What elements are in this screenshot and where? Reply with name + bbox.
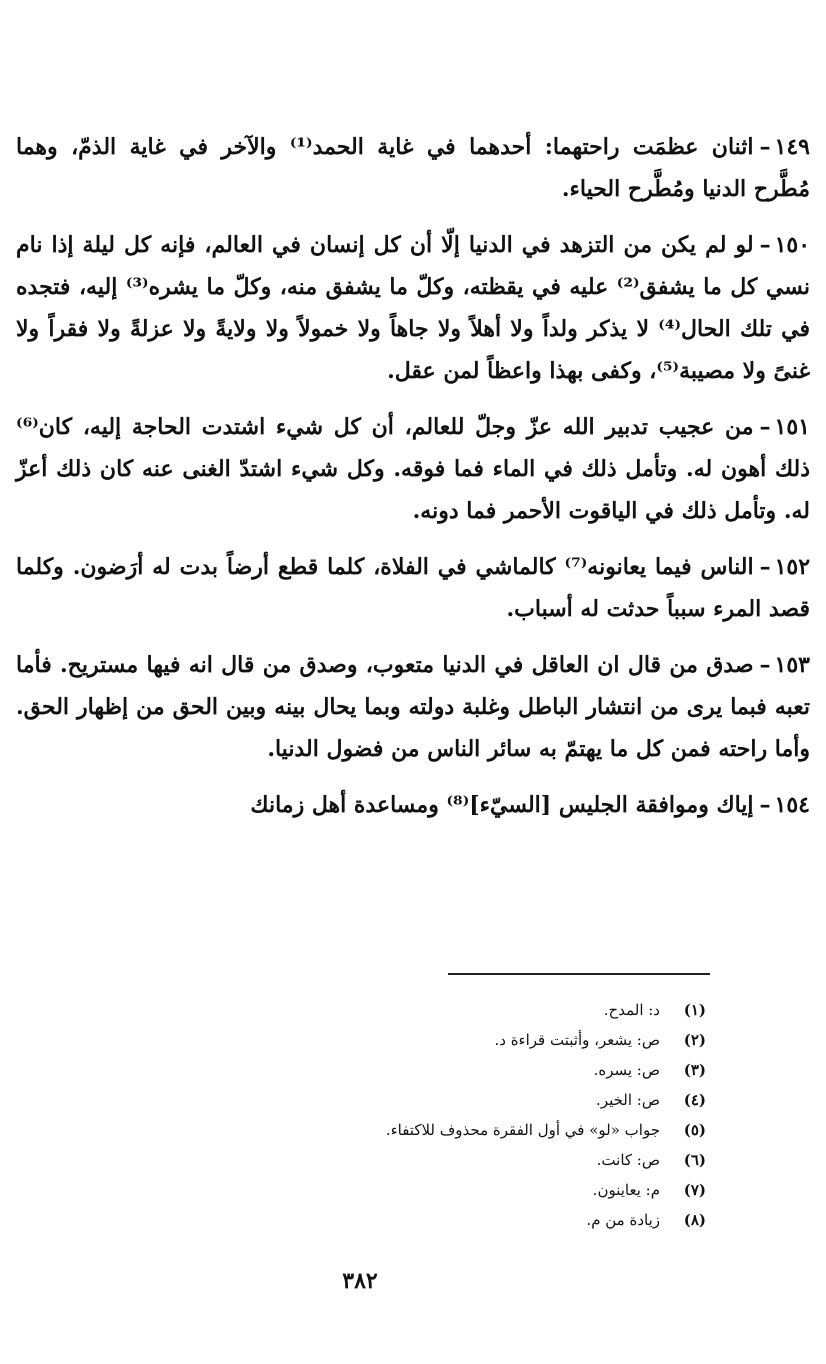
paragraph-text: من عجيب تدبير الله عزّ وجلّ للعالم، أن كل شيء اشتدت الحاجة إليه، كان⁽⁶⁾ ذلك أهون له. وتأمل ذلك في الماء فما فوقه. وكل شيء اشتدّ الغنى عنه كان ذلك أعزّ له. وتأمل ذلك في الياقوت الأحمر فما دونه. xyxy=(16,414,810,524)
paragraph-number: ١٥٤ xyxy=(774,792,810,818)
footnote-text: ص: يشعر، وأثبتت قراءة د. xyxy=(494,1031,660,1049)
paragraph-152: ١٥٢–الناس فيما يعانونه⁽⁷⁾ كالماشي في الفلاة، كلما قطع أرضاً بدت له أرَضون. وكلما قصد المرء سبباً حدثت له أسباب. xyxy=(16,554,811,622)
paragraph-text: إياك وموافقة الجليس [السيّء]⁽⁸⁾ ومساعدة أهل زمانك xyxy=(250,792,754,818)
paragraph-text: لو لم يكن من التزهد في الدنيا إلّا أن كل إنسان في العالم، فإنه كل ليلة إذا نام نسي كل ما يشفق⁽²⁾ عليه في يقظته، وكلّ ما يشفق منه، وكلّ ما يشره⁽³⁾ إليه، فتجده في تلك الحال⁽⁴⁾ لا يذكر ولداً ولا أهلاً ولا جاهاً ولا خمولاً ولا ولايةً ولا عزلةً ولا فقراً ولا غنىً ولا مصيبة⁽⁵⁾، وكفى بهذا واعظاً لمن عقل. xyxy=(16,232,810,384)
footnote-text: ص: الخير. xyxy=(596,1091,660,1109)
footnote-number: (٥) xyxy=(683,1121,706,1139)
footnote-text: ص: يسره. xyxy=(593,1061,660,1079)
paragraph-number: ١٥١ xyxy=(774,414,810,440)
footnotes xyxy=(146,995,706,1235)
paragraph-number: ١٥٣ xyxy=(774,652,810,678)
footnote-number: (٧) xyxy=(683,1181,706,1199)
footnote-1 xyxy=(146,995,706,1025)
footnote-text: زيادة من م. xyxy=(586,1211,660,1229)
paragraph-150: ١٥٠–لو لم يكن من التزهد في الدنيا إلّا أن كل إنسان في العالم، فإنه كل ليلة إذا نام نسي كل ما يشفق⁽²⁾ عليه في يقظته، وكلّ ما يشفق منه، وكلّ ما يشره⁽³⁾ إليه، فتجده في تلك الحال⁽⁴⁾ لا يذكر ولداً ولا أهلاً ولا جاهاً ولا خمولاً ولا ولايةً ولا عزلةً ولا فقراً ولا غنىً ولا مصيبة⁽⁵⁾، وكفى بهذا واعظاً لمن عقل. xyxy=(16,232,811,384)
footnote-text: د: المدح. xyxy=(603,1001,660,1019)
footnote-5 xyxy=(146,1115,706,1145)
footnote-number: (٣) xyxy=(683,1061,706,1079)
footnote-7 xyxy=(146,1175,706,1205)
page-number: ٣٨٢ xyxy=(342,1268,378,1294)
paragraph-text: صدق من قال ان العاقل في الدنيا متعوب، وصدق من قال انه فيها مستريح. فأما تعبه فبما يرى من انتشار الباطل وغلبة دولته وبما يحال بينه وبين الحق من إظهار الحق. وأما راحته فمن كل ما يهتمّ به سائر الناس من فضول الدنيا. xyxy=(16,652,810,762)
paragraph-number: ١٤٩ xyxy=(774,134,810,160)
footnote-number: (١) xyxy=(683,1001,706,1019)
paragraph-154: ١٥٤–إياك وموافقة الجليس [السيّء]⁽⁸⁾ ومساعدة أهل زمانك xyxy=(250,792,810,818)
footnote-number: (٦) xyxy=(683,1151,706,1169)
paragraph-text: اثنان عظمَت راحتهما: أحدهما في غاية الحمد⁽¹⁾ والآخر في غاية الذمّ، وهما مُطَّرح الدنيا ومُطَّرح الحياء. xyxy=(16,134,810,202)
paragraph-number: ١٥٢ xyxy=(774,554,811,580)
footnote-8 xyxy=(146,1205,706,1235)
footnote-4 xyxy=(146,1085,706,1115)
footnote-text: ص: كانت. xyxy=(596,1151,660,1169)
footnote-number: (٨) xyxy=(683,1211,706,1229)
footnote-text: جواب «لو» في أول الفقرة محذوف للاكتفاء. xyxy=(385,1121,660,1139)
footnote-number: (٤) xyxy=(683,1091,706,1109)
paragraph-151: ١٥١–من عجيب تدبير الله عزّ وجلّ للعالم، أن كل شيء اشتدت الحاجة إليه، كان⁽⁶⁾ ذلك أهون له. وتأمل ذلك في الماء فما فوقه. وكل شيء اشتدّ الغنى عنه كان ذلك أعزّ له. وتأمل ذلك في الياقوت الأحمر فما دونه. xyxy=(16,414,810,524)
main-text xyxy=(16,126,810,840)
footnote-2 xyxy=(146,1025,706,1055)
footnote-6 xyxy=(146,1145,706,1175)
paragraph-number: ١٥٠ xyxy=(774,232,811,258)
paragraph-153: ١٥٣–صدق من قال ان العاقل في الدنيا متعوب، وصدق من قال انه فيها مستريح. فأما تعبه فبما يرى من انتشار الباطل وغلبة دولته وبما يحال بينه وبين الحق من إظهار الحق. وأما راحته فمن كل ما يهتمّ به سائر الناس من فضول الدنيا. xyxy=(16,652,810,762)
paragraph-149: ١٤٩–اثنان عظمَت راحتهما: أحدهما في غاية الحمد⁽¹⁾ والآخر في غاية الذمّ، وهما مُطَّرح الدنيا ومُطَّرح الحياء. xyxy=(16,134,810,202)
footnote-divider xyxy=(448,973,710,975)
footnote-3 xyxy=(146,1055,706,1085)
footnote-text: م: يعاينون. xyxy=(592,1181,660,1199)
footnote-number: (٢) xyxy=(683,1031,706,1049)
paragraph-text: الناس فيما يعانونه⁽⁷⁾ كالماشي في الفلاة، كلما قطع أرضاً بدت له أرَضون. وكلما قصد المرء سبباً حدثت له أسباب. xyxy=(16,554,810,622)
